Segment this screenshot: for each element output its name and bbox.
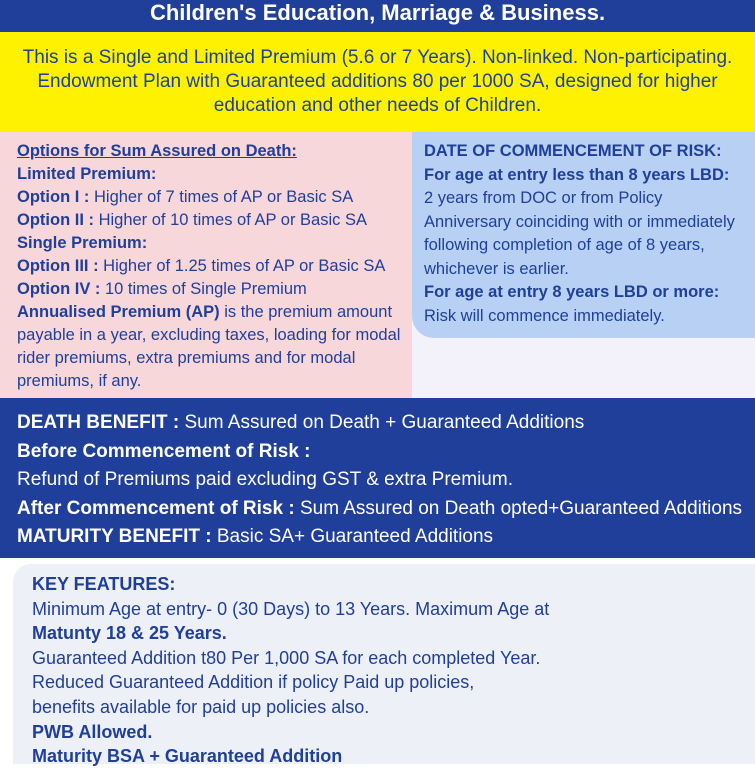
key-feature-line: Matunty 18 & 25 Years. [32, 623, 227, 644]
options-heading: Options for Sum Assured on Death: [17, 142, 297, 160]
risk-over-8-heading: For age at entry 8 years LBD or more: [424, 283, 720, 301]
option-4 [17, 278, 402, 301]
maturity-benefit-label: MATURITY BENEFIT : [17, 526, 212, 547]
option-1 [17, 186, 402, 209]
maturity-benefit-text: Basic SA+ Guaranteed Additions [211, 526, 494, 547]
key-feature-line: Guaranteed Addition t80 Per 1,000 SA for each completed Year. [32, 647, 541, 668]
before-risk-text: Refund of Premiums paid excluding GST & extra Premium. [17, 469, 513, 490]
limited-premium-heading: Limited Premium: [17, 165, 157, 183]
key-feature-line: Maturity BSA + Guaranteed Addition [32, 746, 343, 767]
page-title [0, 0, 755, 32]
key-features-card [13, 564, 755, 767]
after-risk-label: After Commencement of Risk : [17, 497, 295, 519]
after-risk [17, 495, 745, 524]
option-1-label: Option I : [17, 188, 90, 206]
page-title-text: Children's Education, Marriage & Business. [149, 0, 606, 25]
option-3 [17, 255, 402, 278]
option-1-text: Higher of 7 times of AP or Basic SA [89, 188, 354, 206]
risk-under-8-text: 2 years from DOC or from Policy Anniversary coinciding with or immediately following completion of age of 8 years, whichever is earlier. [424, 189, 735, 278]
annualised-premium-label: Annualised Premium (AP) [17, 303, 220, 321]
after-risk-text: Sum Assured on Death opted+Guaranteed Additions [294, 497, 743, 519]
risk-heading: DATE OF COMMENCEMENT OF RISK: [424, 142, 722, 160]
maturity-benefit [17, 523, 745, 552]
risk-over-8-text: Risk will commence immediately. [424, 306, 665, 325]
option-2-text: Higher of 10 times of AP or Basic SA [93, 211, 367, 229]
option-2 [17, 209, 402, 232]
sum-assured-options-panel [0, 132, 412, 398]
option-4-text: 10 times of Single Premium [100, 280, 307, 298]
option-2-label: Option II : [17, 211, 94, 229]
key-feature-line: PWB Allowed. [32, 721, 153, 742]
key-feature-line: Reduced Guaranteed Addition if policy Paid up policies, [32, 672, 475, 693]
intro-text: This is a Single and Limited Premium (5.6 or 7 Years). Non-linked. Non-participating. Endowment Plan with Guaranteed additions 80 per 1000 SA, designed for higher education and other needs of Children. [22, 47, 733, 116]
key-feature-line: Minimum Age at entry- 0 (30 Days) to 13 Years. Maximum Age at [32, 598, 550, 619]
risk-commencement-card [412, 132, 755, 338]
death-benefit-label: DEATH BENEFIT : [17, 412, 180, 433]
key-features-section [0, 558, 755, 767]
key-feature-line: benefits available for paid up policies also. [32, 696, 370, 717]
option-3-label: Option III : [17, 257, 99, 275]
option-3-text: Higher of 1.25 times of AP or Basic SA [98, 257, 386, 275]
before-risk-heading: Before Commencement of Risk : [17, 440, 311, 462]
risk-under-8-heading: For age at entry less than 8 years LBD: [424, 165, 730, 184]
intro-banner [0, 32, 755, 132]
annualised-premium-definition [17, 301, 402, 393]
death-benefit-text: Sum Assured on Death + Guaranteed Additions [179, 412, 585, 433]
key-features-heading: KEY FEATURES: [32, 574, 176, 594]
option-4-label: Option IV : [17, 280, 101, 298]
single-premium-heading: Single Premium: [17, 234, 148, 252]
annualised-premium-text: is the premium amount payable in a year, excluding taxes, loading for modal rider premiums, extra premiums and for modal premiums, if any. [17, 303, 401, 390]
death-benefit [17, 409, 745, 438]
benefits-banner [0, 398, 755, 558]
